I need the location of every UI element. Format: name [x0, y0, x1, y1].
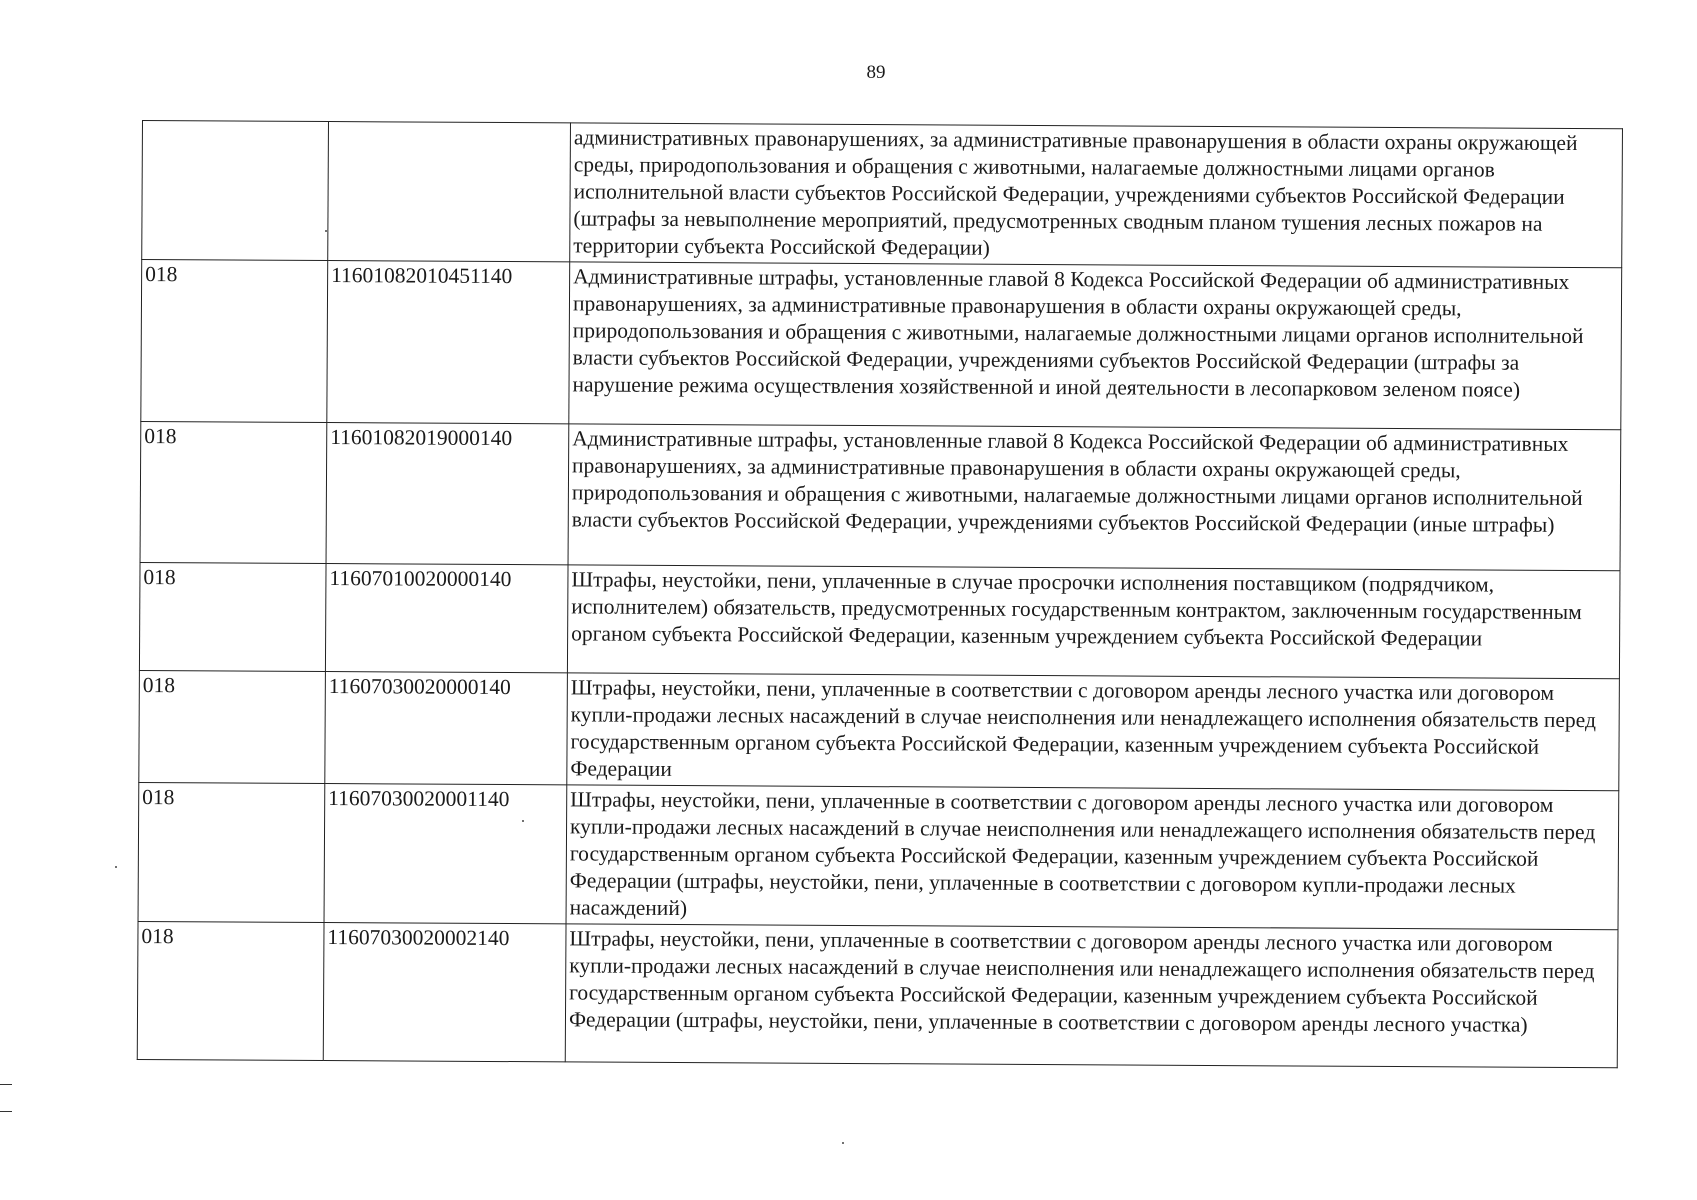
description-cell: Штрафы, неустойки, пени, уплаченные в соответствии с договором аренды лесного участка или договором купли-продажи лесных насаждений в случае неисполнения или ненадлежащего исполнения обязательств перед государственным органом субъекта Российской Федерации, казенным учреждением субъекта Российской Федерации	[567, 673, 1620, 791]
admin-code-cell	[142, 121, 329, 261]
budget-code-cell: 11601082019000140	[326, 423, 569, 565]
admin-code-cell: 018	[140, 421, 327, 563]
admin-code-cell: 018	[137, 921, 324, 1060]
budget-code-cell: 11607010020000140	[325, 564, 568, 673]
scan-speck	[522, 820, 524, 822]
admin-code-cell: 018	[139, 670, 326, 783]
description-cell: Штрафы, неустойки, пени, уплаченные в соответствии с договором аренды лесного участка или договором купли-продажи лесных насаждений в случае неисполнения или ненадлежащего исполнения обязательств перед государственным органом субъекта Российской Федерации, казенным учреждением субъекта Российской Федерации (штрафы, неустойки, пени, уплаченные в соответствии с договором купли-продажи лесных насаждений)	[566, 785, 1619, 930]
table-row	[142, 121, 1623, 268]
table-row	[141, 260, 1622, 430]
scan-speck	[842, 1142, 844, 1144]
description-cell: Административные штрафы, установленные главой 8 Кодекса Российской Федерации об административных правонарушениях, за административные правонарушения в области охраны окружающей среды, природопользования и обращения с животными, налагаемые должностными лицами органов исполнительной власти субъектов Российской Федерации, учреждениями субъектов Российской Федерации (штрафы за нарушение режима осуществления хозяйственной и иной деятельности в лесопарковом зеленом поясе)	[569, 262, 1622, 430]
table-row	[139, 562, 1620, 678]
table-row	[137, 921, 1618, 1067]
budget-code-cell: 11601082010451140	[327, 261, 570, 424]
admin-code-cell: 018	[141, 260, 328, 423]
description-cell: административных правонарушениях, за административные правонарушения в области охраны окружающей среды, природопользования и обращения с животными, налагаемые должностными лицами органов исполнительной власти субъектов Российской Федерации, учреждениями субъектов Российской Федерации (штрафы за невыполнение мероприятий, предусмотренных сводным планом тушения лесных пожаров на территории субъекта Российской Федерации)	[570, 123, 1623, 268]
budget-code-cell	[328, 122, 571, 262]
budget-code-cell: 11607030020001140	[324, 784, 567, 924]
description-cell: Штрафы, неустойки, пени, уплаченные в случае просрочки исполнения поставщиком (подрядчиком, исполнителем) обязательств, предусмотренных государственным контрактом, заключенным государственным органом субъекта Российской Федерации, казенным учреждением субъекта Российской Федерации	[567, 565, 1620, 679]
table-row	[138, 782, 1619, 929]
budget-code-cell: 11607030020002140	[323, 923, 566, 1062]
scan-margin-mark	[0, 1084, 12, 1085]
scan-margin-mark	[0, 1111, 12, 1112]
admin-code-cell: 018	[139, 562, 326, 671]
revenue-codes-table	[137, 120, 1623, 1068]
table-row	[139, 670, 1620, 790]
scan-speck	[115, 866, 117, 868]
budget-code-cell: 11607030020000140	[325, 672, 568, 785]
page-number: 89	[866, 62, 886, 83]
description-cell: Штрафы, неустойки, пени, уплаченные в соответствии с договором аренды лесного участка или договором купли-продажи лесных насаждений в случае неисполнения или ненадлежащего исполнения обязательств перед государственным органом субъекта Российской Федерации, казенным учреждением субъекта Российской Федерации (штрафы, неустойки, пени, уплаченные в соответствии с договором аренды лесного участка)	[565, 924, 1618, 1068]
admin-code-cell: 018	[138, 782, 325, 922]
description-cell: Административные штрафы, установленные главой 8 Кодекса Российской Федерации об административных правонарушениях, за административные правонарушения в области охраны окружающей среды, природопользования и обращения с животными, налагаемые должностными лицами органов исполнительной власти субъектов Российской Федерации, учреждениями субъектов Российской Федерации (иные штрафы)	[568, 424, 1621, 571]
table-row	[140, 421, 1621, 570]
scan-speck	[325, 230, 327, 232]
